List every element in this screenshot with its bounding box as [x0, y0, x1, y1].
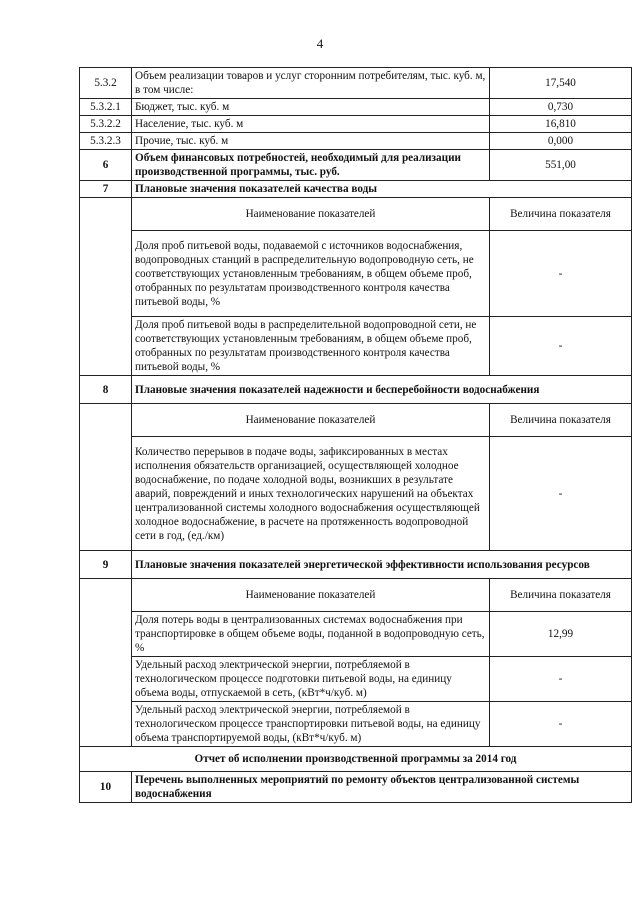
section-header-row	[80, 376, 632, 404]
row-text: Удельный расход электрической энергии, потребляемой в технологическом процессе транспортировки питьевой воды, на единицу объема транспортируемой воды, (кВт*ч/куб. м)	[132, 702, 490, 747]
report-heading-row	[80, 747, 632, 772]
row-value: 0,730	[490, 99, 632, 116]
row-number: 5.3.2.3	[80, 133, 132, 150]
header-value: Величина показателя	[490, 404, 632, 437]
row-value: 17,540	[490, 68, 632, 99]
row-value: 16,810	[490, 116, 632, 133]
row-text: Удельный расход электрической энергии, потребляемой в технологическом процессе подготовки питьевой воды, на единицу объема воды, отпускаемой в сеть, (кВт*ч/куб. м)	[132, 657, 490, 702]
row-value: -	[490, 317, 632, 376]
row-value: -	[490, 657, 632, 702]
row-text: Население, тыс. куб. м	[132, 116, 490, 133]
spacer-cell	[80, 198, 132, 376]
row-text: Доля проб питьевой воды, подаваемой с источников водоснабжения, водопроводных станций в распределительную водопроводную сеть, не соответствующих установленным требованиям, в общем объеме проб, отобранных по результатам производственного контроля качества питьевой воды, %	[132, 231, 490, 317]
table-row	[80, 133, 632, 150]
row-text: Количество перерывов в подаче воды, зафиксированных в местах исполнения обязательств организацией, осуществляющей холодное водоснабжение, по подаче холодной воды, возникших в результате аварий, повреждений и иных технологических нарушений на объектах централизованной системы холодного водоснабжения осуществляющей холодное водоснабжение, в расчете на протяженность водопроводной сети в год, (ед./км)	[132, 437, 490, 551]
section-number: 7	[80, 181, 132, 198]
row-text: Доля проб питьевой воды в распределительной водопроводной сети, не соответствующих установленным требованиям, в общем объеме проб, отобранных по результатам производственного контроля качества питьевой воды, %	[132, 317, 490, 376]
section-title: Перечень выполненных мероприятий по ремонту объектов централизованной системы водоснабжения	[132, 772, 632, 803]
report-title: Отчет об исполнении производственной программы за 2014 год	[80, 747, 632, 772]
row-number: 5.3.2.1	[80, 99, 132, 116]
spacer-cell	[80, 404, 132, 551]
table-row	[80, 657, 632, 702]
row-number: 6	[80, 150, 132, 181]
header-name: Наименование показателей	[132, 404, 490, 437]
row-value: -	[490, 231, 632, 317]
table-row	[80, 99, 632, 116]
column-header-row	[80, 198, 632, 231]
section-header-row	[80, 551, 632, 579]
row-text: Прочие, тыс. куб. м	[132, 133, 490, 150]
section-title: Плановые значения показателей качества воды	[132, 181, 632, 198]
section-number: 9	[80, 551, 132, 579]
row-text: Бюджет, тыс. куб. м	[132, 99, 490, 116]
table-row	[80, 612, 632, 657]
spacer-cell	[80, 579, 132, 747]
header-name: Наименование показателей	[132, 579, 490, 612]
table-row	[80, 116, 632, 133]
row-number: 5.3.2.2	[80, 116, 132, 133]
row-number: 5.3.2	[80, 68, 132, 99]
header-name: Наименование показателей	[132, 198, 490, 231]
row-value: -	[490, 437, 632, 551]
row-value: 551,00	[490, 150, 632, 181]
section-title: Плановые значения показателей надежности и бесперебойности водоснабжения	[132, 376, 632, 404]
column-header-row	[80, 404, 632, 437]
header-value: Величина показателя	[490, 579, 632, 612]
header-value: Величина показателя	[490, 198, 632, 231]
row-text: Доля потерь воды в централизованных системах водоснабжения при транспортировке в общем объеме воды, поданной в водопроводную сеть, %	[132, 612, 490, 657]
table-row	[80, 68, 632, 99]
section-number: 10	[80, 772, 132, 803]
row-value: 12,99	[490, 612, 632, 657]
table-row	[80, 437, 632, 551]
section-header-row	[80, 181, 632, 198]
section-number: 8	[80, 376, 132, 404]
table-row	[80, 702, 632, 747]
row-value: -	[490, 702, 632, 747]
row-value: 0,000	[490, 133, 632, 150]
row-text: Объем реализации товаров и услуг сторонним потребителям, тыс. куб. м, в том числе:	[132, 68, 490, 99]
table-row	[80, 317, 632, 376]
table-row	[80, 231, 632, 317]
row-text: Объем финансовых потребностей, необходимый для реализации производственной программы, тыс. руб.	[132, 150, 490, 181]
section-header-row	[80, 772, 632, 803]
section-title: Плановые значения показателей энергетической эффективности использования ресурсов	[132, 551, 632, 579]
program-table	[79, 67, 632, 803]
table-row	[80, 150, 632, 181]
page-number: 4	[316, 36, 324, 51]
column-header-row	[80, 579, 632, 612]
